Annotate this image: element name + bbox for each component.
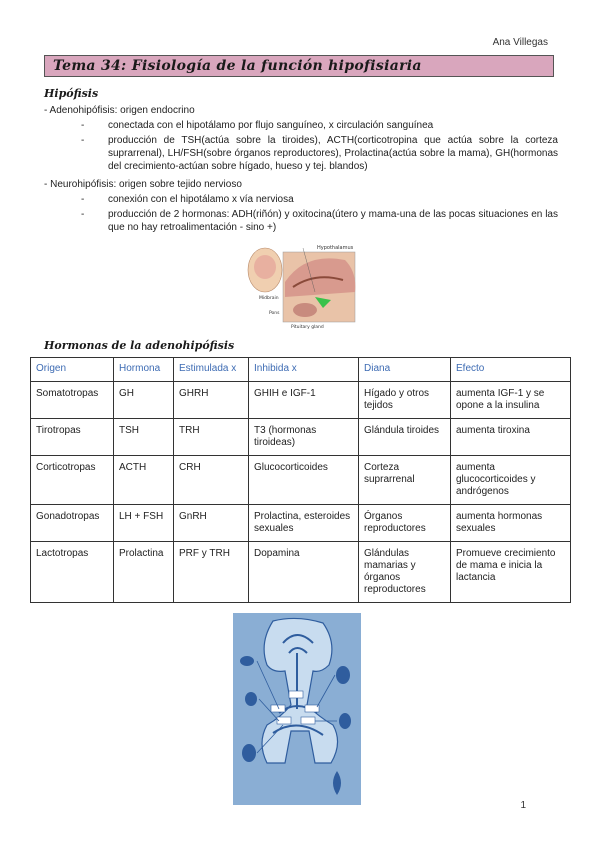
table-cell: aumenta hormonas sexuales <box>451 505 571 542</box>
table-header-cell: Origen <box>31 358 114 382</box>
hypothalamic-pituitary-axis-diagram <box>233 613 361 805</box>
table-cell: GnRH <box>174 505 249 542</box>
table-row <box>31 456 571 505</box>
table-row <box>31 542 571 603</box>
table-cell: TSH <box>114 419 174 456</box>
author-name: Ana Villegas <box>492 37 548 48</box>
thyroid-icon <box>240 656 254 666</box>
hypothalamus-label: Hypothalamus <box>317 245 354 251</box>
pons-label: Pons <box>269 311 280 316</box>
page-title-box <box>44 55 554 77</box>
bullet-dash: - <box>81 120 85 131</box>
table-header-cell: Estimulada x <box>174 358 249 382</box>
brainstem-shape <box>293 303 317 317</box>
table-cell: Somatotropas <box>31 382 114 419</box>
table-cell: PRF y TRH <box>174 542 249 603</box>
table-cell: Dopamina <box>249 542 359 603</box>
table-cell: GHRH <box>174 382 249 419</box>
table-row <box>31 382 571 419</box>
table-cell: Glándula tiroides <box>359 419 451 456</box>
neuro-item-1-text: conexión con el hipotálamo x vía nerviosa <box>108 194 294 205</box>
table-row <box>31 419 571 456</box>
neuro-item-2 <box>81 208 558 234</box>
hormone-box-icon <box>301 717 315 724</box>
table-cell: Corticotropas <box>31 456 114 505</box>
neuro-item-1 <box>81 193 558 206</box>
page-number: 1 <box>520 800 526 811</box>
hormones-table <box>30 357 571 603</box>
hormone-box-icon <box>305 705 319 712</box>
table-cell: Glándulas mamarias y órganos reproductores <box>359 542 451 603</box>
page-title: Tema 34: Fisiología de la función hipofisiaria <box>53 58 422 74</box>
table-cell: Hígado y otros tejidos <box>359 382 451 419</box>
table-cell: CRH <box>174 456 249 505</box>
table-header-cell: Diana <box>359 358 451 382</box>
section-title-hipofisis: Hipófisis <box>44 87 99 100</box>
hormone-box-icon <box>277 717 291 724</box>
table-cell: Glucocorticoides <box>249 456 359 505</box>
table-cell: aumenta IGF-1 y se opone a la insulina <box>451 382 571 419</box>
table-cell: GHIH e IGF-1 <box>249 382 359 419</box>
brain-pituitary-illustration <box>245 242 357 330</box>
table-cell: Gonadotropas <box>31 505 114 542</box>
table-header-row <box>31 358 571 382</box>
table-cell: Promueve crecimiento de mama e inicia la lactancia <box>451 542 571 603</box>
table-header-cell: Efecto <box>451 358 571 382</box>
table-cell: GH <box>114 382 174 419</box>
mini-brain-icon <box>254 255 276 279</box>
pituitary-label: Pituitary gland <box>291 325 324 330</box>
table-cell: Tirotropas <box>31 419 114 456</box>
adeno-item-1 <box>81 119 558 132</box>
bullet-dash: - <box>81 135 85 146</box>
table-cell: Corteza suprarrenal <box>359 456 451 505</box>
table-cell: Lactotropas <box>31 542 114 603</box>
adeno-heading: - Adenohipófisis: origen endocrino <box>44 105 195 116</box>
adrenal-icon <box>245 692 257 706</box>
table-cell: ACTH <box>114 456 174 505</box>
neuro-item-2-text: producción de 2 hormonas: ADH(riñón) y oxitocina(útero y mama-una de las pocas situaciones en las que no hay retroalimentación - sino +) <box>108 209 558 233</box>
gonad-icon <box>242 744 256 762</box>
adeno-item-2 <box>81 134 558 173</box>
midbrain-label: Midbrain <box>259 296 279 301</box>
table-cell: Prolactina <box>114 542 174 603</box>
table-cell: Prolactina, esteroides sexuales <box>249 505 359 542</box>
kidney-icon <box>336 666 350 684</box>
bullet-dash: - <box>81 209 85 220</box>
table-cell: aumenta glucocorticoides y andrógenos <box>451 456 571 505</box>
breast-icon <box>339 713 351 729</box>
table-cell: aumenta tiroxina <box>451 419 571 456</box>
table-cell: TRH <box>174 419 249 456</box>
table-cell: T3 (hormonas tiroideas) <box>249 419 359 456</box>
adeno-item-1-text: conectada con el hipotálamo por flujo sanguíneo, x circulación sanguínea <box>108 120 434 131</box>
table-cell: LH + FSH <box>114 505 174 542</box>
neuro-heading: - Neurohipófisis: origen sobre tejido nervioso <box>44 179 242 190</box>
table-cell: Órganos reproductores <box>359 505 451 542</box>
table-header-cell: Inhibida x <box>249 358 359 382</box>
table-header-cell: Hormona <box>114 358 174 382</box>
hormone-box-icon <box>289 691 303 698</box>
table-row <box>31 505 571 542</box>
bullet-dash: - <box>81 194 85 205</box>
section-title-hormonas: Hormonas de la adenohipófisis <box>44 339 235 352</box>
adeno-item-2-text: producción de TSH(actúa sobre la tiroides), ACTH(corticotropina que actúa sobre la corteza suprarrenal), LH/FSH(sobre órganos reproductores), Prolactina(actúa sobre la mama), GH(hormonas del crecimiento-actúan sobre hígado, hueso y tej. blandos) <box>108 135 558 172</box>
